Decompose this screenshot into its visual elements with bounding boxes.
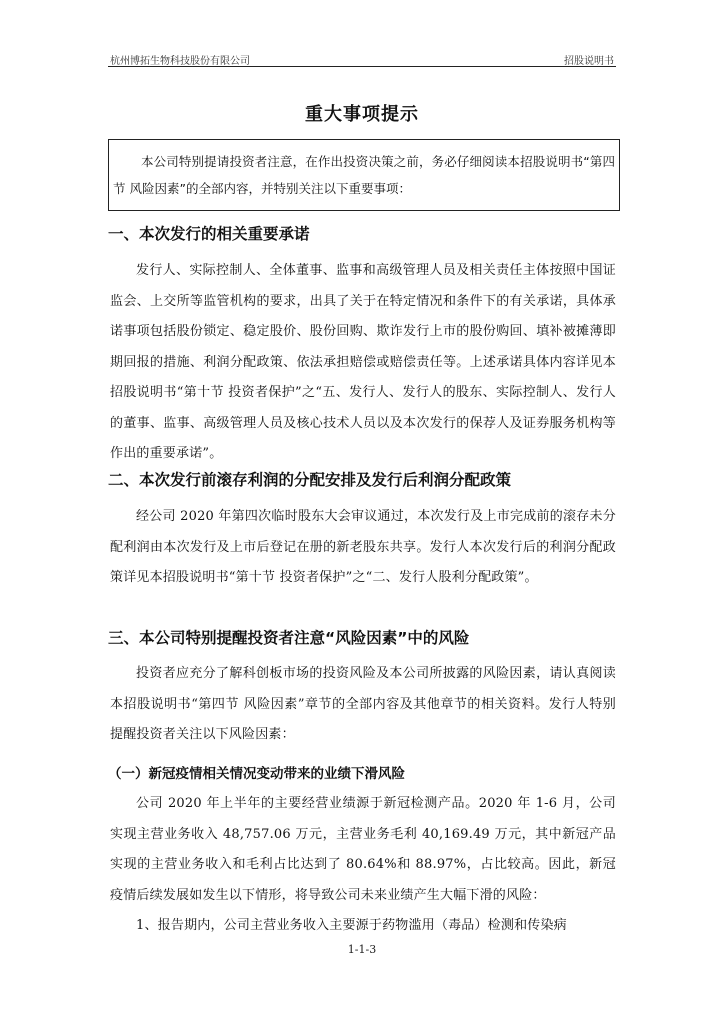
header-company-name: 杭州博拓生物科技股份有限公司 [110,56,250,67]
notice-box [108,139,620,211]
section-paragraph-2: 经公司 2020 年第四次临时股东大会审议通过，本次发行及上市完成前的滚存未分配利润由本次发行及上市后登记在册的新老股东共享。发行人本次发行后的利润分配政策详见本招股说明书“第十节 投资者保护”之“二、发行人股利分配政策”。 [110,509,616,585]
section-paragraph-1: 发行人、实际控制人、全体董事、监事和高级管理人员及相关责任主体按照中国证监会、上交所等监管机构的要求，出具了关于在特定情况和条件下的有关承诺，具体承诺事项包括股份锁定、稳定股价、股份回购、欺诈发行上市的股份购回、填补被摊薄即期回报的措施、利润分配政策、依法承担赔偿或赔偿责任等。上述承诺具体内容详见本招股说明书“第十节 投资者保护”之“五、发行人、发行人的股东、实际控制人、发行人的董事、监事、高级管理人员及核心技术人员以及本次发行的保荐人及证券服务机构等作出的重要承诺”。 [110,263,616,461]
section-heading-2: 二、本次发行前滚存利润的分配安排及发行后利润分配政策 [108,471,512,489]
page-number: 1-1-3 [347,943,377,956]
list-item-1: 1、报告期内，公司主营业务收入主要源于药物滥用（毒品）检测和传染病 [136,918,567,933]
section-heading-3: 三、本公司特别提醒投资者注意“风险因素”中的风险 [108,629,470,647]
section-paragraph-3: 投资者应充分了解科创板市场的投资风险及本公司所披露的风险因素，请认真阅读本招股说明书“第四节 风险因素”章节的全部内容及其他章节的相关资料。发行人特别提醒投资者关注以下风险因素： [110,666,616,742]
subsection-heading: （一）新冠疫情相关情况变动带来的业绩下滑风险 [108,766,405,782]
section-heading-1: 一、本次发行的相关重要承诺 [108,225,310,243]
page-title: 重大事项提示 [305,104,419,125]
header-document-type: 招股说明书 [564,56,614,67]
header-divider [108,66,616,67]
subsection-paragraph: 公司 2020 年上半年的主要经营业绩源于新冠检测产品。2020 年 1-6 月，公司实现主营业务收入 48,757.06 万元，主营业务毛利 40,169.49 万元，其中新冠产品实现的主营业务收入和毛利占比达到了 80.64%和 88.97%，占比较高。因此，新冠疫情后续发展如发生以下情形，将导致公司未来业绩产生大幅下滑的风险： [110,796,616,903]
notice-text: 本公司特别提请投资者注意，在作出投资决策之前，务必仔细阅读本招股说明书“第四节 风险因素”的全部内容，并特别关注以下重要事项： [113,154,615,196]
